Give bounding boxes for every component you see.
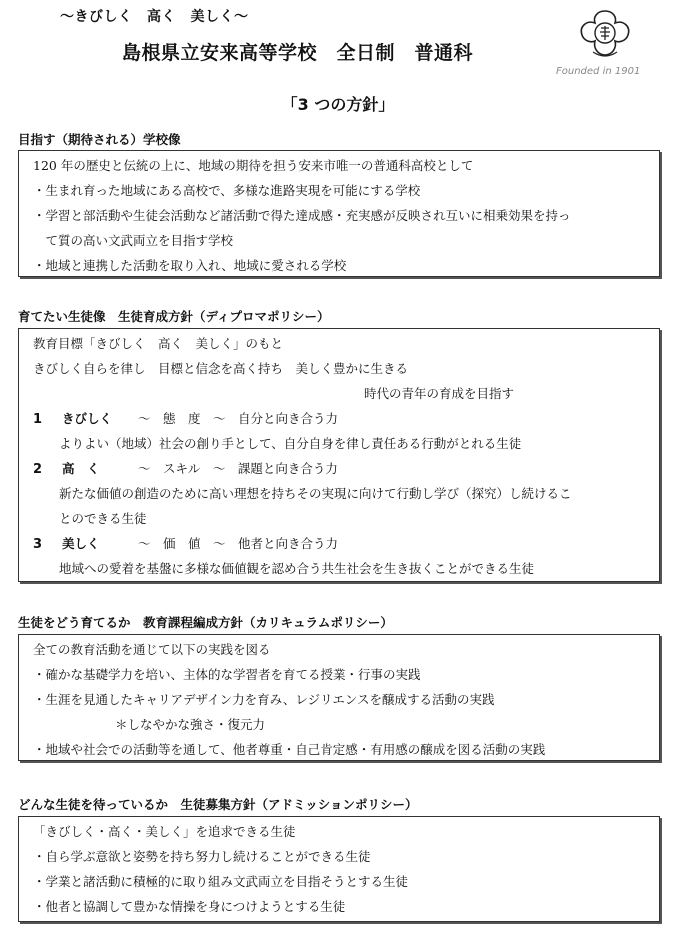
item-description: 地域への愛着を基盤に多様な価値観を認め合う共生社会を生き抜くことができる生徒 <box>59 561 535 576</box>
founded-year: Founded in 1901 <box>556 66 641 77</box>
text-line: 「きびしく・高く・美しく」を追求できる生徒 <box>33 824 296 839</box>
section-heading-admission-policy: どんな生徒を待っているか 生徒募集方針（アドミッションポリシー） <box>18 797 418 812</box>
item-description: とのできる生徒 <box>59 511 147 526</box>
section-heading-curriculum-policy: 生徒をどう育てるか 教育課程編成方針（カリキュラムポリシー） <box>18 615 393 630</box>
text-line: ・生涯を見通したキャリアデザイン力を育み、レジリエンスを醸成する活動の実践 <box>33 692 495 707</box>
item-description: よりよい（地域）社会の創り手として、自分自身を律し責任ある行動がとれる生徒 <box>59 436 522 451</box>
list-item-3 <box>33 534 338 552</box>
item-number: 3 <box>33 537 43 552</box>
text-line: ・地域や社会での活動等を通して、他者尊重・自己肯定感・有用感の醸成を図る活動の実践 <box>33 742 546 757</box>
text-line: ・学業と諸活動に積極的に取り組み文武両立を目指そうとする生徒 <box>33 874 409 889</box>
item-description: 新たな価値の創造のために高い理想を持ちその実現に向けて行動し学び（探究）し続けるこ <box>59 486 572 501</box>
text-line: きびしく自らを律し 目標と信念を高く持ち 美しく豊かに生きる <box>33 361 409 376</box>
section-heading-school-vision: 目指す（期待される）学校像 <box>18 132 181 147</box>
item-number: 1 <box>33 412 43 427</box>
text-line: 教育目標「きびしく 高く 美しく」のもと <box>33 336 284 351</box>
diploma-policy-box <box>18 328 660 582</box>
school-motto: 〜きびしく 高く 美しく〜 <box>60 9 249 25</box>
text-line: ・生まれ育った地域にある高校で、多様な進路実現を可能にする学校 <box>33 183 421 198</box>
item-number: 2 <box>33 462 43 477</box>
school-emblem-icon <box>575 8 635 64</box>
text-line: ・地域と連携した活動を取り入れ、地域に愛される学校 <box>33 258 347 273</box>
curriculum-policy-box <box>18 634 660 761</box>
text-line: 120 年の歴史と伝統の上に、地域の期待を担う安来市唯一の普通科高校として <box>33 158 474 173</box>
list-item-1 <box>33 409 338 427</box>
admission-policy-box <box>18 816 660 922</box>
text-line: 全ての教育活動を通じて以下の実践を図る <box>33 642 271 657</box>
school-vision-box <box>18 150 660 277</box>
section-heading-diploma-policy: 育てたい生徒像 生徒育成方針（ディプロマポリシー） <box>18 309 330 324</box>
item-aspect: 〜 価 値 〜 他者と向き合う力 <box>138 536 339 551</box>
item-aspect: 〜 態 度 〜 自分と向き合う力 <box>138 411 339 426</box>
school-title: 島根県立安来高等学校 全日制 普通科 <box>122 42 474 64</box>
text-line: ・他者と協調して豊かな情操を身につけようとする生徒 <box>33 899 346 914</box>
item-keyword: きびしく <box>62 411 113 426</box>
text-line: ・確かな基礎学力を培い、主体的な学習者を育てる授業・行事の実践 <box>33 667 421 682</box>
list-item-2 <box>33 459 338 477</box>
text-line: ・自ら学ぶ意欲と姿勢を持ち努力し続けることができる生徒 <box>33 849 371 864</box>
text-line: て質の高い文武両立を目指す学校 <box>33 233 234 248</box>
item-aspect: 〜 スキル 〜 課題と向き合う力 <box>138 461 338 476</box>
text-line: ・学習と部活動や生徒会活動など諸活動で得た達成感・充実感が反映され互いに相乗効果を持っ <box>33 208 571 223</box>
policy-title: 「3 つの方針」 <box>281 95 395 114</box>
text-line: ＊しなやかな強さ・復元力 <box>115 717 266 732</box>
item-keyword: 高 く <box>62 461 100 476</box>
item-keyword: 美しく <box>62 536 100 551</box>
text-line: 時代の青年の育成を目指す <box>364 386 515 401</box>
